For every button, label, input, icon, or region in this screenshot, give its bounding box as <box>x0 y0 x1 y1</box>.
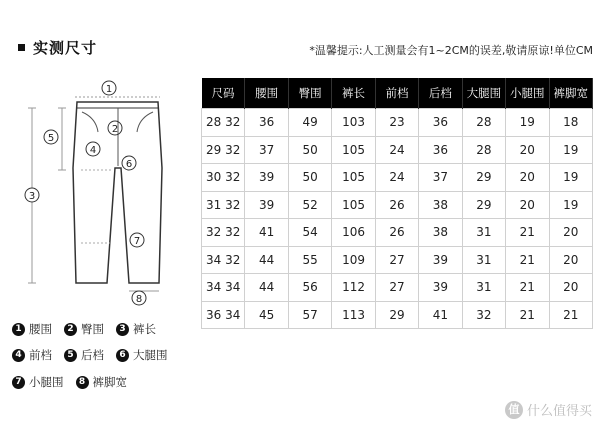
number-badge-icon: 8 <box>76 376 89 389</box>
marker-1 <box>102 81 116 95</box>
number-badge-icon: 5 <box>64 349 77 362</box>
table-cell: 39 <box>245 164 288 192</box>
legend-label: 前档 <box>29 348 52 362</box>
svg-text:1: 1 <box>105 84 113 95</box>
table-cell: 20 <box>549 274 593 302</box>
table-cell: 24 <box>375 136 418 164</box>
table-cell: 56 <box>288 274 331 302</box>
svg-text:2: 2 <box>111 124 119 135</box>
column-header: 大腿围 <box>462 78 505 109</box>
legend-label: 腰围 <box>29 322 52 336</box>
table-cell: 106 <box>332 219 375 247</box>
table-cell: 105 <box>332 164 375 192</box>
table-row <box>202 246 593 274</box>
section-title: 实测尺寸 <box>33 38 98 57</box>
table-row <box>202 136 593 164</box>
table-cell: 49 <box>288 109 331 137</box>
table-cell: 31 <box>462 246 505 274</box>
table-cell: 52 <box>288 191 331 219</box>
bullet-square-icon <box>18 44 25 51</box>
legend-item <box>64 347 104 363</box>
watermark <box>505 400 592 419</box>
marker-3 <box>25 188 39 202</box>
column-header: 前档 <box>375 78 418 109</box>
table-cell: 24 <box>375 164 418 192</box>
number-badge-icon: 3 <box>116 323 129 336</box>
table-cell: 19 <box>549 191 593 219</box>
table-cell: 44 <box>245 274 288 302</box>
svg-text:6: 6 <box>125 159 133 170</box>
svg-text:5: 5 <box>47 133 55 144</box>
legend-item <box>76 374 128 390</box>
column-header: 后档 <box>419 78 462 109</box>
table-cell: 26 <box>375 219 418 247</box>
legend-item <box>12 321 52 337</box>
table-cell: 37 <box>245 136 288 164</box>
table-cell: 44 <box>245 246 288 274</box>
watermark-text: 什么值得买 <box>526 404 592 419</box>
table-header-row <box>202 78 593 109</box>
table-cell: 31 32 <box>202 191 245 219</box>
legend-label: 小腿围 <box>29 375 64 389</box>
table-cell: 23 <box>375 109 418 137</box>
table-cell: 112 <box>332 274 375 302</box>
table-cell: 21 <box>506 301 549 329</box>
legend-label: 裤长 <box>133 322 156 336</box>
number-badge-icon: 7 <box>12 376 25 389</box>
table-row <box>202 109 593 137</box>
marker-8 <box>132 291 146 305</box>
table-cell: 19 <box>549 136 593 164</box>
table-cell: 103 <box>332 109 375 137</box>
watermark-logo-icon: 值 <box>505 401 523 419</box>
table-cell: 21 <box>549 301 593 329</box>
legend-label: 臀围 <box>81 322 104 336</box>
table-cell: 34 34 <box>202 274 245 302</box>
table-cell: 45 <box>245 301 288 329</box>
legend-item <box>12 374 64 390</box>
legend-label: 后档 <box>81 348 104 362</box>
table-cell: 19 <box>549 164 593 192</box>
table-cell: 27 <box>375 274 418 302</box>
table-cell: 31 <box>462 219 505 247</box>
table-cell: 29 <box>462 164 505 192</box>
legend-item <box>116 347 168 363</box>
table-cell: 39 <box>419 246 462 274</box>
table-cell: 21 <box>506 219 549 247</box>
table-cell: 41 <box>245 219 288 247</box>
marker-6 <box>122 156 136 170</box>
table-cell: 20 <box>506 191 549 219</box>
svg-text:3: 3 <box>28 191 36 202</box>
legend-label: 裤脚宽 <box>92 375 127 389</box>
table-cell: 32 <box>462 301 505 329</box>
table-cell: 19 <box>506 109 549 137</box>
table-cell: 36 <box>419 109 462 137</box>
legend-item <box>12 347 52 363</box>
table-cell: 26 <box>375 191 418 219</box>
table-cell: 21 <box>506 274 549 302</box>
table-cell: 30 32 <box>202 164 245 192</box>
legend-row-2 <box>12 347 180 363</box>
marker-4 <box>86 142 100 156</box>
table-cell: 36 <box>245 109 288 137</box>
svg-text:7: 7 <box>133 236 141 247</box>
table-cell: 36 34 <box>202 301 245 329</box>
table-cell: 34 32 <box>202 246 245 274</box>
section-header <box>18 36 97 58</box>
table-cell: 29 <box>462 191 505 219</box>
table-cell: 28 <box>462 109 505 137</box>
table-cell: 18 <box>549 109 593 137</box>
table-cell: 50 <box>288 136 331 164</box>
size-table <box>201 78 593 329</box>
legend-row-3 <box>12 374 139 390</box>
table-cell: 29 <box>375 301 418 329</box>
svg-text:8: 8 <box>135 294 143 305</box>
legend-item <box>64 321 104 337</box>
marker-2 <box>108 121 122 135</box>
column-header: 裤脚宽 <box>549 78 593 109</box>
table-cell: 55 <box>288 246 331 274</box>
table-cell: 50 <box>288 164 331 192</box>
column-header: 尺码 <box>202 78 245 109</box>
table-cell: 105 <box>332 191 375 219</box>
table-cell: 109 <box>332 246 375 274</box>
table-cell: 39 <box>245 191 288 219</box>
table-cell: 20 <box>506 136 549 164</box>
table-cell: 57 <box>288 301 331 329</box>
table-cell: 38 <box>419 191 462 219</box>
svg-text:4: 4 <box>89 145 97 156</box>
table-cell: 32 32 <box>202 219 245 247</box>
table-cell: 28 32 <box>202 109 245 137</box>
table-cell: 54 <box>288 219 331 247</box>
table-cell: 20 <box>549 246 593 274</box>
table-cell: 28 <box>462 136 505 164</box>
legend-row-1 <box>12 321 168 337</box>
table-row <box>202 301 593 329</box>
table-cell: 39 <box>419 274 462 302</box>
column-header: 腰围 <box>245 78 288 109</box>
pants-diagram <box>18 78 198 310</box>
table-row <box>202 191 593 219</box>
number-badge-icon: 2 <box>64 323 77 336</box>
table-cell: 113 <box>332 301 375 329</box>
column-header: 臀围 <box>288 78 331 109</box>
table-cell: 38 <box>419 219 462 247</box>
table-cell: 27 <box>375 246 418 274</box>
table-cell: 29 32 <box>202 136 245 164</box>
table-cell: 105 <box>332 136 375 164</box>
number-badge-icon: 4 <box>12 349 25 362</box>
marker-7 <box>130 233 144 247</box>
column-header: 裤长 <box>332 78 375 109</box>
table-cell: 36 <box>419 136 462 164</box>
table-row <box>202 274 593 302</box>
marker-5 <box>44 130 58 144</box>
table-cell: 37 <box>419 164 462 192</box>
table-cell: 21 <box>506 246 549 274</box>
table-cell: 41 <box>419 301 462 329</box>
table-row <box>202 219 593 247</box>
table-cell: 20 <box>506 164 549 192</box>
number-badge-icon: 6 <box>116 349 129 362</box>
table-cell: 20 <box>549 219 593 247</box>
number-badge-icon: 1 <box>12 323 25 336</box>
table-cell: 31 <box>462 274 505 302</box>
table-row <box>202 164 593 192</box>
legend-item <box>116 321 156 337</box>
column-header: 小腿围 <box>506 78 549 109</box>
legend-label: 大腿围 <box>133 348 168 362</box>
measurement-note: *温馨提示:人工测量会有1~2CM的误差,敬请原谅!单位CM <box>309 44 593 57</box>
